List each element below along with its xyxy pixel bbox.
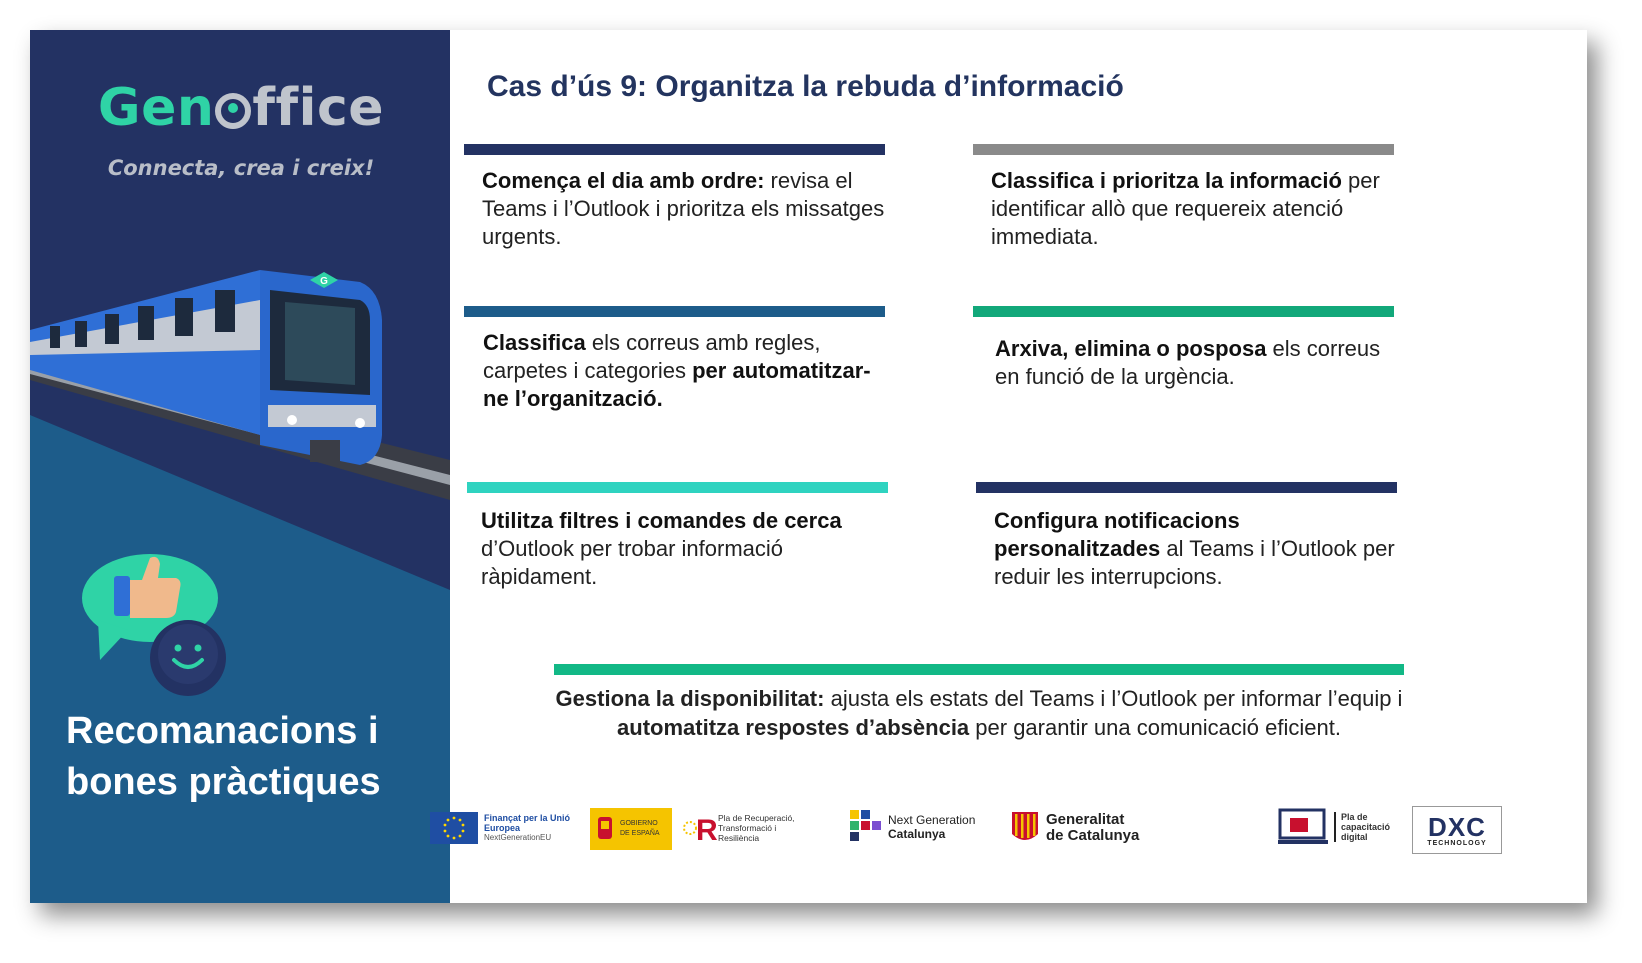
card-3-text <box>464 329 885 413</box>
page-title: Cas d’ús 9: Organitza la rebuda d’informació <box>487 70 1124 103</box>
svg-text:G: G <box>320 276 328 287</box>
card-4-bar <box>973 306 1394 317</box>
card-1-body: revisa el Teams i l’Outlook i prioritza els missatges urgents. <box>482 168 885 249</box>
prtr-text: Pla de Recuperació, Transformació i Resiliència <box>718 813 795 843</box>
dxc-text: DXC <box>1428 811 1486 842</box>
bottom-body-1: ajusta els estats del Teams i l’Outlook per informar l’equip i <box>824 686 1403 711</box>
bottom-bold-2: automatitza respostes d’absència <box>617 715 970 740</box>
card-2-text <box>973 167 1394 251</box>
eu-flag-icon <box>430 812 478 844</box>
ngc-icon <box>850 810 884 844</box>
ngc-text-1: Next Generation <box>888 813 976 827</box>
bottom-text <box>554 684 1404 742</box>
section-title: Recomanacions i bones pràctiques <box>66 710 381 803</box>
card-6 <box>976 482 1397 591</box>
pla-text: Pla de capacitació digital <box>1341 812 1391 842</box>
card-1-text <box>464 167 885 251</box>
card-2-body: per identificar allò que requereix atenció immediata. <box>991 168 1380 249</box>
logo-o-icon <box>215 93 251 129</box>
genoffice-logo <box>76 78 406 138</box>
svg-text:R: R <box>696 814 718 846</box>
card-3-bold: Classifica <box>483 330 586 355</box>
card-3-bar <box>464 306 885 317</box>
card-5 <box>467 482 888 591</box>
card-3-bold2: per automatitzar-ne l’organització. <box>483 358 871 411</box>
card-4-text <box>973 335 1394 391</box>
sponsor-logos <box>430 804 1587 864</box>
gobierno-text: GOBIERNO DE ESPAÑA <box>620 820 660 837</box>
pla-capacitacio-icon <box>1278 808 1330 846</box>
train-illustration <box>30 260 450 530</box>
card-6-text <box>976 507 1397 591</box>
card-4-body: els correus en funció de la urgència. <box>995 336 1381 389</box>
card-5-bar <box>467 482 888 493</box>
card-5-bold: Utilitza filtres i comandes de cerca <box>481 508 842 533</box>
bottom-bar <box>554 664 1404 675</box>
prtr-icon <box>682 810 718 846</box>
gencat-text-1: Generalitat <box>1046 811 1125 828</box>
card-4 <box>973 306 1394 391</box>
pla-capacitacio-logo <box>1278 808 1403 846</box>
gencat-logo <box>1010 810 1139 846</box>
card-2 <box>973 144 1394 251</box>
gobierno-logo <box>590 808 672 850</box>
card-1-bold: Comença el dia amb ordre: <box>482 168 765 193</box>
gencat-icon <box>1010 810 1040 846</box>
slide <box>30 30 1587 903</box>
logo-office: ffice <box>252 78 385 138</box>
gencat-text-2: de Catalunya <box>1046 827 1140 844</box>
card-5-text <box>467 507 888 591</box>
eu-subtext: NextGenerationEU <box>484 833 552 842</box>
card-2-bold: Classifica i prioritza la informació <box>991 168 1342 193</box>
card-4-bold: Arxiva, elimina o posposa <box>995 336 1267 361</box>
thumbs-up-chat-icon <box>78 550 238 710</box>
card-6-bold: Configura notificacions personalitzades <box>994 508 1240 561</box>
card-3 <box>464 306 885 413</box>
bottom-bold-1: Gestiona la disponibilitat: <box>555 686 825 711</box>
card-1 <box>464 144 885 251</box>
card-3-body: els correus amb regles, carpetes i categories <box>483 330 821 383</box>
ngc-logo <box>850 810 975 844</box>
eu-logo <box>430 812 574 844</box>
card-6-bar <box>976 482 1397 493</box>
ngc-text-2: Catalunya <box>888 827 946 841</box>
prtr-logo <box>682 810 818 846</box>
card-2-bar <box>973 144 1394 155</box>
dxc-subtext: TECHNOLOGY <box>1427 839 1487 847</box>
spain-crest-icon <box>590 811 620 847</box>
logo-gen: Gen <box>97 78 215 138</box>
card-5-body: d’Outlook per trobar informació ràpidament. <box>481 536 784 589</box>
left-panel <box>30 30 450 903</box>
dxc-logo <box>1412 806 1502 854</box>
bottom-body-2: per garantir una comunicació eficient. <box>969 715 1341 740</box>
tagline: Connecta, crea i creix! <box>107 156 375 180</box>
card-1-bar <box>464 144 885 155</box>
eu-text: Finançat per la Unió Europea <box>484 813 571 833</box>
card-6-body: al Teams i l’Outlook per reduir les interrupcions. <box>994 536 1395 589</box>
